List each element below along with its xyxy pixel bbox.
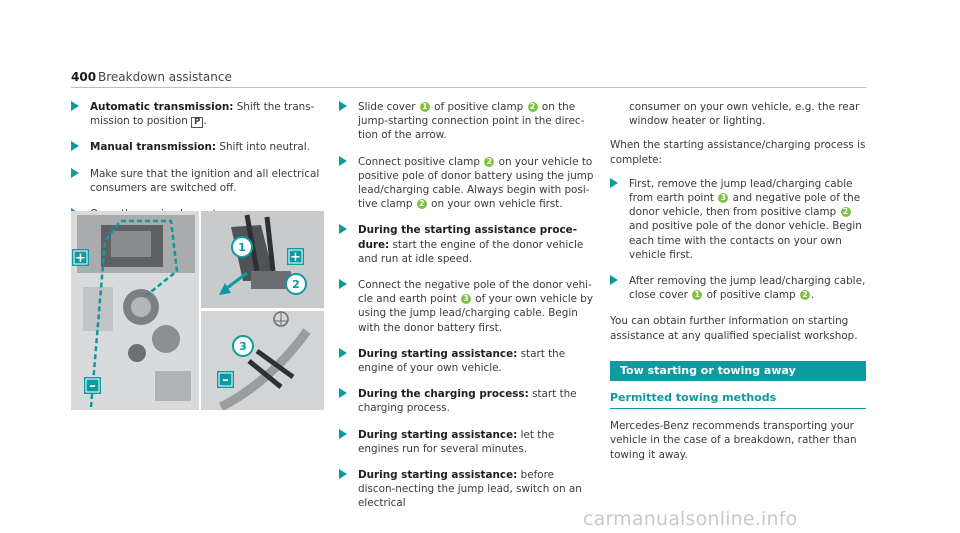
further-info: You can obtain further information on starting assistance at any qualified specialist workshop. (610, 315, 858, 342)
step-switch-on-consumer: During starting assistance: before discon-necting the jump lead, switch on an electrical (339, 468, 594, 511)
bullet-arrow-icon (339, 279, 347, 289)
plus-sign-label: + (75, 251, 86, 266)
section-heading-tow: Tow starting or towing away (610, 361, 866, 381)
park-position-key: P (191, 117, 203, 128)
step-start-own-engine: During starting assistance: start the engine of your own vehicle. (339, 347, 594, 375)
number-badge: 2 (417, 199, 427, 209)
step-remove-cable: First, remove the jump lead/charging cable from earth point 3 and negative pole of the donor vehicle, then from positive clamp 2 and positive pole of the donor vehicle. Begin each time with the contacts on your own vehicle first. (610, 177, 866, 262)
continued-text: consumer on your own vehicle, e.g. the rear window heater or lighting. (629, 101, 860, 128)
callout-label-2: 2 (292, 278, 300, 291)
number-badge: 2 (800, 290, 810, 300)
completion-intro: When the starting assistance/charging process is complete: (610, 139, 866, 166)
bullet-arrow-icon (339, 429, 347, 439)
step-close-cover: After removing the jump lead/charging cable, close cover 1 of positive clamp 2 . (610, 274, 866, 302)
bullet-arrow-icon (339, 348, 347, 358)
header-divider (71, 87, 866, 88)
number-badge: 2 (841, 207, 851, 217)
engine-bay-illustration (71, 211, 324, 410)
step-manual-transmission: Manual transmission: Shift into neutral. (71, 140, 326, 154)
number-badge: 1 (420, 102, 430, 112)
subheading-towing-methods: Permitted towing methods (610, 391, 866, 409)
column-3 (610, 100, 866, 472)
number-badge: 1 (692, 290, 702, 300)
step-start-donor-engine: During the starting assistance proce-dure: start the engine of the donor vehicle and run at idle speed. (339, 223, 594, 266)
bullet-arrow-icon (339, 224, 347, 234)
step-connect-negative: Connect the negative pole of the donor vehi-cle and earth point 3 of your own vehicle by using the jump lead/charging cable. Begin with the donor battery first. (339, 278, 594, 335)
callout-label-3: 3 (239, 340, 247, 353)
engine-bay-figure (71, 211, 324, 410)
inset-plus-sign-label: + (290, 250, 301, 265)
bullet-arrow-icon (339, 469, 347, 479)
callout-label-1: 1 (238, 241, 246, 254)
watermark: carmanualsonline.info (583, 508, 798, 530)
bullet-arrow-icon (71, 141, 79, 151)
bullet-arrow-icon (339, 156, 347, 166)
minus-sign-label: – (89, 379, 96, 394)
bullet-arrow-icon (71, 168, 79, 178)
page-number: 400 (71, 70, 97, 84)
step-automatic-transmission: Automatic transmission: Shift the trans-mission to position P . (71, 100, 326, 128)
bullet-arrow-icon (610, 178, 618, 188)
section-title: Breakdown assistance (98, 70, 232, 84)
step-ignition-off: Make sure that the ignition and all electrical consumers are switched off. (71, 167, 326, 195)
towing-recommendation: Mercedes-Benz recommends transporting your vehicle in the case of a breakdown, rather than towing it away. (610, 420, 857, 461)
column-2 (339, 100, 594, 523)
number-badge: 2 (528, 102, 538, 112)
bullet-arrow-icon (339, 101, 347, 111)
step-slide-cover: Slide cover 1 of positive clamp 2 on the jump-starting connection point in the direc-tion of the arrow. (339, 100, 594, 143)
bullet-arrow-icon (339, 388, 347, 398)
step-connect-positive: Connect positive clamp 2 on your vehicle to positive pole of donor battery using the jump lead/charging cable. Always begin with posi-tive clamp 2 on your own vehicle first. (339, 155, 594, 212)
step-run-engines: During starting assistance: let the engines run for several minutes. (339, 428, 594, 456)
number-badge: 3 (718, 193, 728, 203)
number-badge: 2 (484, 157, 494, 167)
inset-minus-sign-label: – (222, 373, 229, 388)
bullet-arrow-icon (610, 275, 618, 285)
step-start-charging: During the charging process: start the charging process. (339, 387, 594, 415)
bullet-arrow-icon (71, 101, 79, 111)
number-badge: 3 (461, 294, 471, 304)
